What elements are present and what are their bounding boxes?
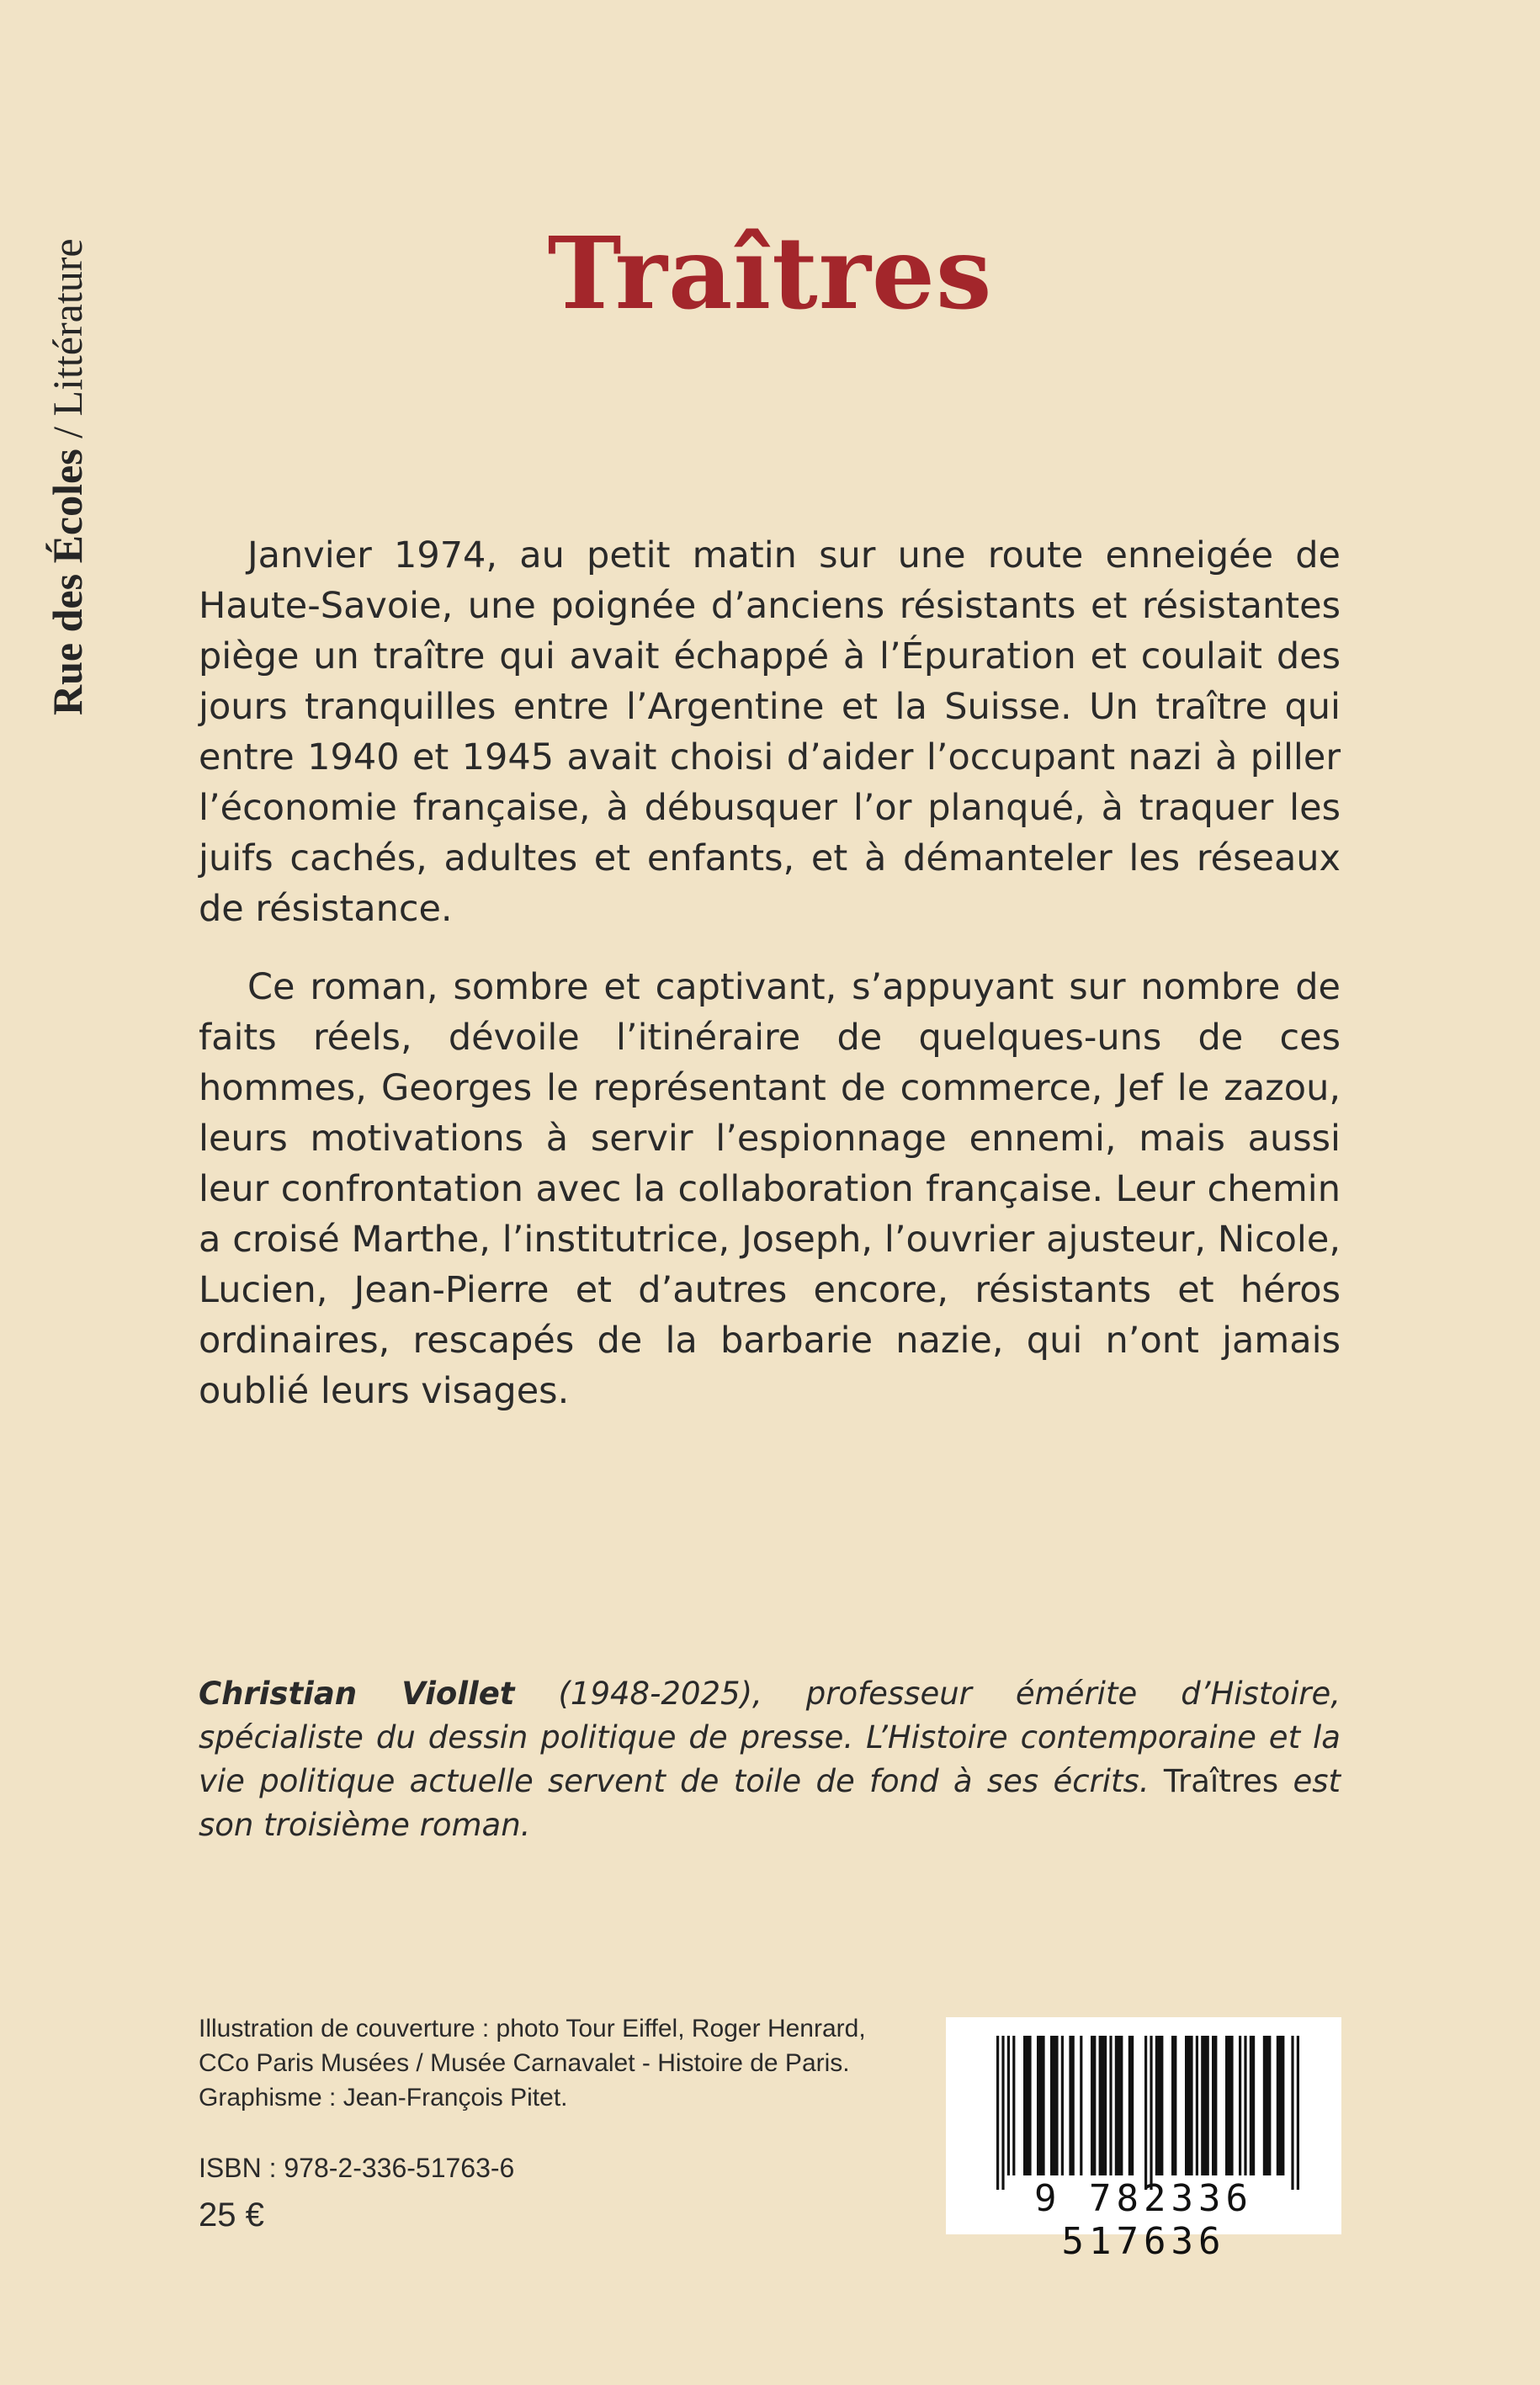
barcode-bar <box>1012 2036 1015 2175</box>
barcode-bar <box>1050 2036 1059 2175</box>
barcode-bar <box>1150 2036 1152 2190</box>
author-bio <box>199 1672 1341 1847</box>
barcode-bar <box>1155 2036 1164 2175</box>
author-name: Christian Viollet <box>199 1676 515 1712</box>
book-title: Traîtres <box>547 215 993 332</box>
isbn: ISBN : 978-2-336-51763-6 <box>199 2153 515 2183</box>
barcode-bar <box>1196 2036 1198 2175</box>
spine-text <box>42 76 93 715</box>
barcode-bar <box>1171 2036 1176 2175</box>
barcode-bar <box>1128 2036 1134 2175</box>
barcode-bar <box>1212 2036 1217 2175</box>
barcode-bar <box>1277 2036 1285 2175</box>
credits <box>199 2011 922 2115</box>
barcode-bar <box>1061 2036 1064 2175</box>
blurb-paragraph-1: Janvier 1974, au petit matin sur une route enneigée de Haute-Savoie, une poignée d’anciens résistants et résistantes piège un traître qui avait échappé à l’Épuration et coulait des jours tranquilles entre l’Argentine et la Suisse. Un traître qui entre 1940 et 1945 avait choisi d’aider l’occupant nazi à piller l’économie française, à débusquer l’or planqué, à traquer les juifs cachés, adultes et enfants, et à démanteler les réseaux de résistance. <box>199 534 1341 930</box>
barcode-bar <box>1239 2036 1241 2175</box>
barcode-bar <box>1185 2036 1193 2175</box>
blurb-paragraph-2: Ce roman, sombre et captivant, s’appuyant sur nombre de faits réels, dévoile l’itinéraire de quelques-uns de ces hommes, Georges le représentant de commerce, Jef le zazou, leurs motivations à servir l’espionnage ennemi, mais aussi leur confrontation avec la collaboration française. Leur chemin a croisé Marthe, l’institutrice, Joseph, l’ouvrier ajusteur, Nicole, Lucien, Jean-Pierre et d’autres encore, résistants et héros ordinaires, rescapés de la barbarie nazie, qui n’ont jamais oublié leurs visages. <box>199 966 1341 1412</box>
barcode-bar <box>1297 2036 1299 2190</box>
bio-book-title: Traîtres <box>1163 1763 1279 1799</box>
spine-separator: / <box>44 416 91 449</box>
barcode-bar <box>1225 2036 1234 2175</box>
barcode-bar <box>1069 2036 1074 2175</box>
barcode-bar <box>1007 2036 1010 2175</box>
barcode-bar <box>1250 2036 1255 2175</box>
barcode-bar <box>1201 2036 1209 2175</box>
barcode-bar <box>1244 2036 1246 2175</box>
barcode-bar <box>1109 2036 1112 2175</box>
credit-line: Illustration de couverture : photo Tour Eiffel, Roger Henrard, <box>199 2015 866 2042</box>
price: 25 € <box>199 2196 264 2234</box>
barcode <box>946 2017 1341 2263</box>
credit-line: CCo Paris Musées / Musée Carnavalet - Histoire de Paris. <box>199 2049 850 2077</box>
barcode-bar <box>1144 2036 1147 2190</box>
bio-text-2: est son troisième roman. <box>199 1763 1341 1843</box>
bio-text-1: (1948-2025), professeur émérite d’Histoire, spécialiste du dessin politique de presse. L’Histoire contemporaine et la vie politique actuelle servent de toile de fond à ses écrits. <box>199 1676 1341 1799</box>
credit-line: Graphisme : Jean-François Pitet. <box>199 2084 568 2111</box>
barcode-bar <box>1001 2036 1004 2190</box>
barcode-bar <box>1037 2036 1045 2175</box>
barcode-bar <box>996 2036 999 2190</box>
barcode-bar <box>1023 2036 1032 2175</box>
barcode-bar <box>1115 2036 1123 2175</box>
barcode-bar <box>1263 2036 1272 2175</box>
barcode-bar <box>1080 2036 1082 2175</box>
barcode-bar <box>1099 2036 1107 2175</box>
barcode-bar <box>1291 2036 1293 2190</box>
barcode-digits: 9 782336 517636 <box>1034 2177 1253 2263</box>
barcode-bar <box>1091 2036 1096 2175</box>
collection-name: Littérature <box>44 238 91 417</box>
series-name: Rue des Écoles <box>44 449 91 715</box>
